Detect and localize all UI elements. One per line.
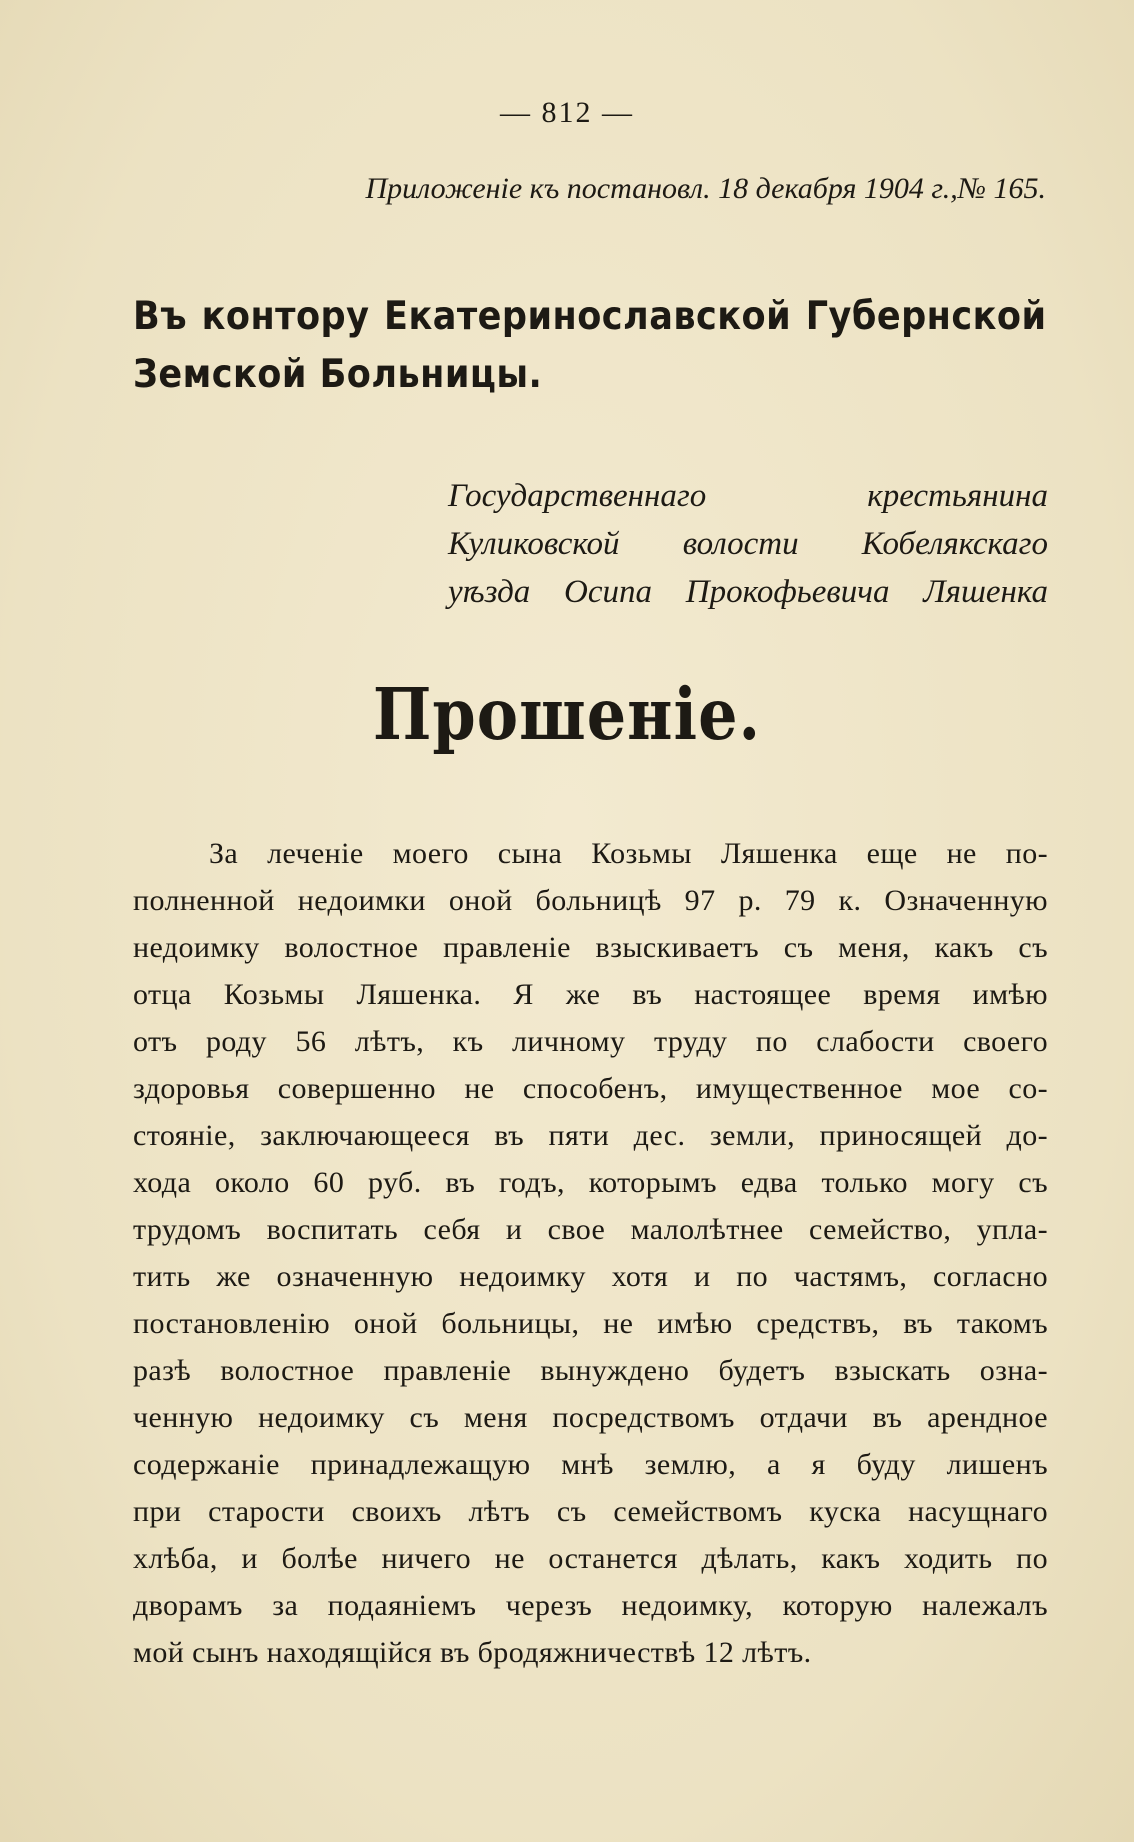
body-line: содержаніе принадлежащую мнѣ землю, а я буду лишенъ — [133, 1448, 1048, 1481]
body-line: отца Козьмы Ляшенка. Я же въ настоящее время имѣю — [133, 978, 1048, 1011]
body-line: ченную недоимку съ меня посредствомъ отдачи въ арендное — [133, 1401, 1048, 1434]
body-line: За леченіе моего сына Козьмы Ляшенка еще не по- — [209, 837, 1048, 870]
addressee-heading: Въ контору Екатеринославской Губернской Земской Больницы. — [133, 294, 1047, 397]
body-line: полненной недоимки оной больницѣ 97 р. 79 к. Означенную — [133, 884, 1048, 917]
body-line: стояніе, заключающееся въ пяти дес. земли, приносящей до- — [133, 1119, 1048, 1152]
body-line: при старости своихъ лѣтъ съ семействомъ куска насущнаго — [133, 1495, 1048, 1528]
body-line: отъ роду 56 лѣтъ, къ личному труду по слабости своего — [133, 1025, 1048, 1058]
body-line: мой сынъ находящійся въ бродяжничествѣ 12 лѣтъ. — [133, 1636, 812, 1669]
petitioner-line: уѣзда Осипа Прокофьевича Ляшенка — [448, 574, 1048, 610]
body-line: дворамъ за подаяніемъ черезъ недоимку, которую належалъ — [133, 1589, 1048, 1622]
body-line: хода около 60 руб. въ годъ, которымъ едва только могу съ — [133, 1166, 1048, 1199]
appendix-reference: Приложеніе къ постановл. 18 декабря 1904 г.,№ 165. — [365, 172, 1046, 205]
body-line: здоровья совершенно не способенъ, имущественное мое со- — [133, 1072, 1048, 1105]
page-number: — 812 — — [500, 96, 634, 129]
body-line: хлѣба, и болѣе ничего не останется дѣлать, какъ ходить по — [133, 1542, 1048, 1575]
petitioner-line: Государственнаго крестьянина — [448, 478, 1048, 514]
body-line: трудомъ воспитать себя и свое малолѣтнее семейство, упла- — [133, 1213, 1048, 1246]
body-line: тить же означенную недоимку хотя и по частямъ, согласно — [133, 1260, 1048, 1293]
body-line: разѣ волостное правленіе вынуждено будетъ взыскать озна- — [133, 1354, 1048, 1387]
body-line: недоимку волостное правленіе взыскиваетъ съ меня, какъ съ — [133, 931, 1048, 964]
document-title: Прошеніе. — [372, 672, 762, 757]
petitioner-line: Куликовской волости Кобелякскаго — [448, 526, 1048, 562]
petitioner-block — [448, 472, 1048, 616]
petition-body — [133, 830, 1048, 1676]
body-line: постановленію оной больницы, не имѣю средствъ, въ такомъ — [133, 1307, 1048, 1340]
